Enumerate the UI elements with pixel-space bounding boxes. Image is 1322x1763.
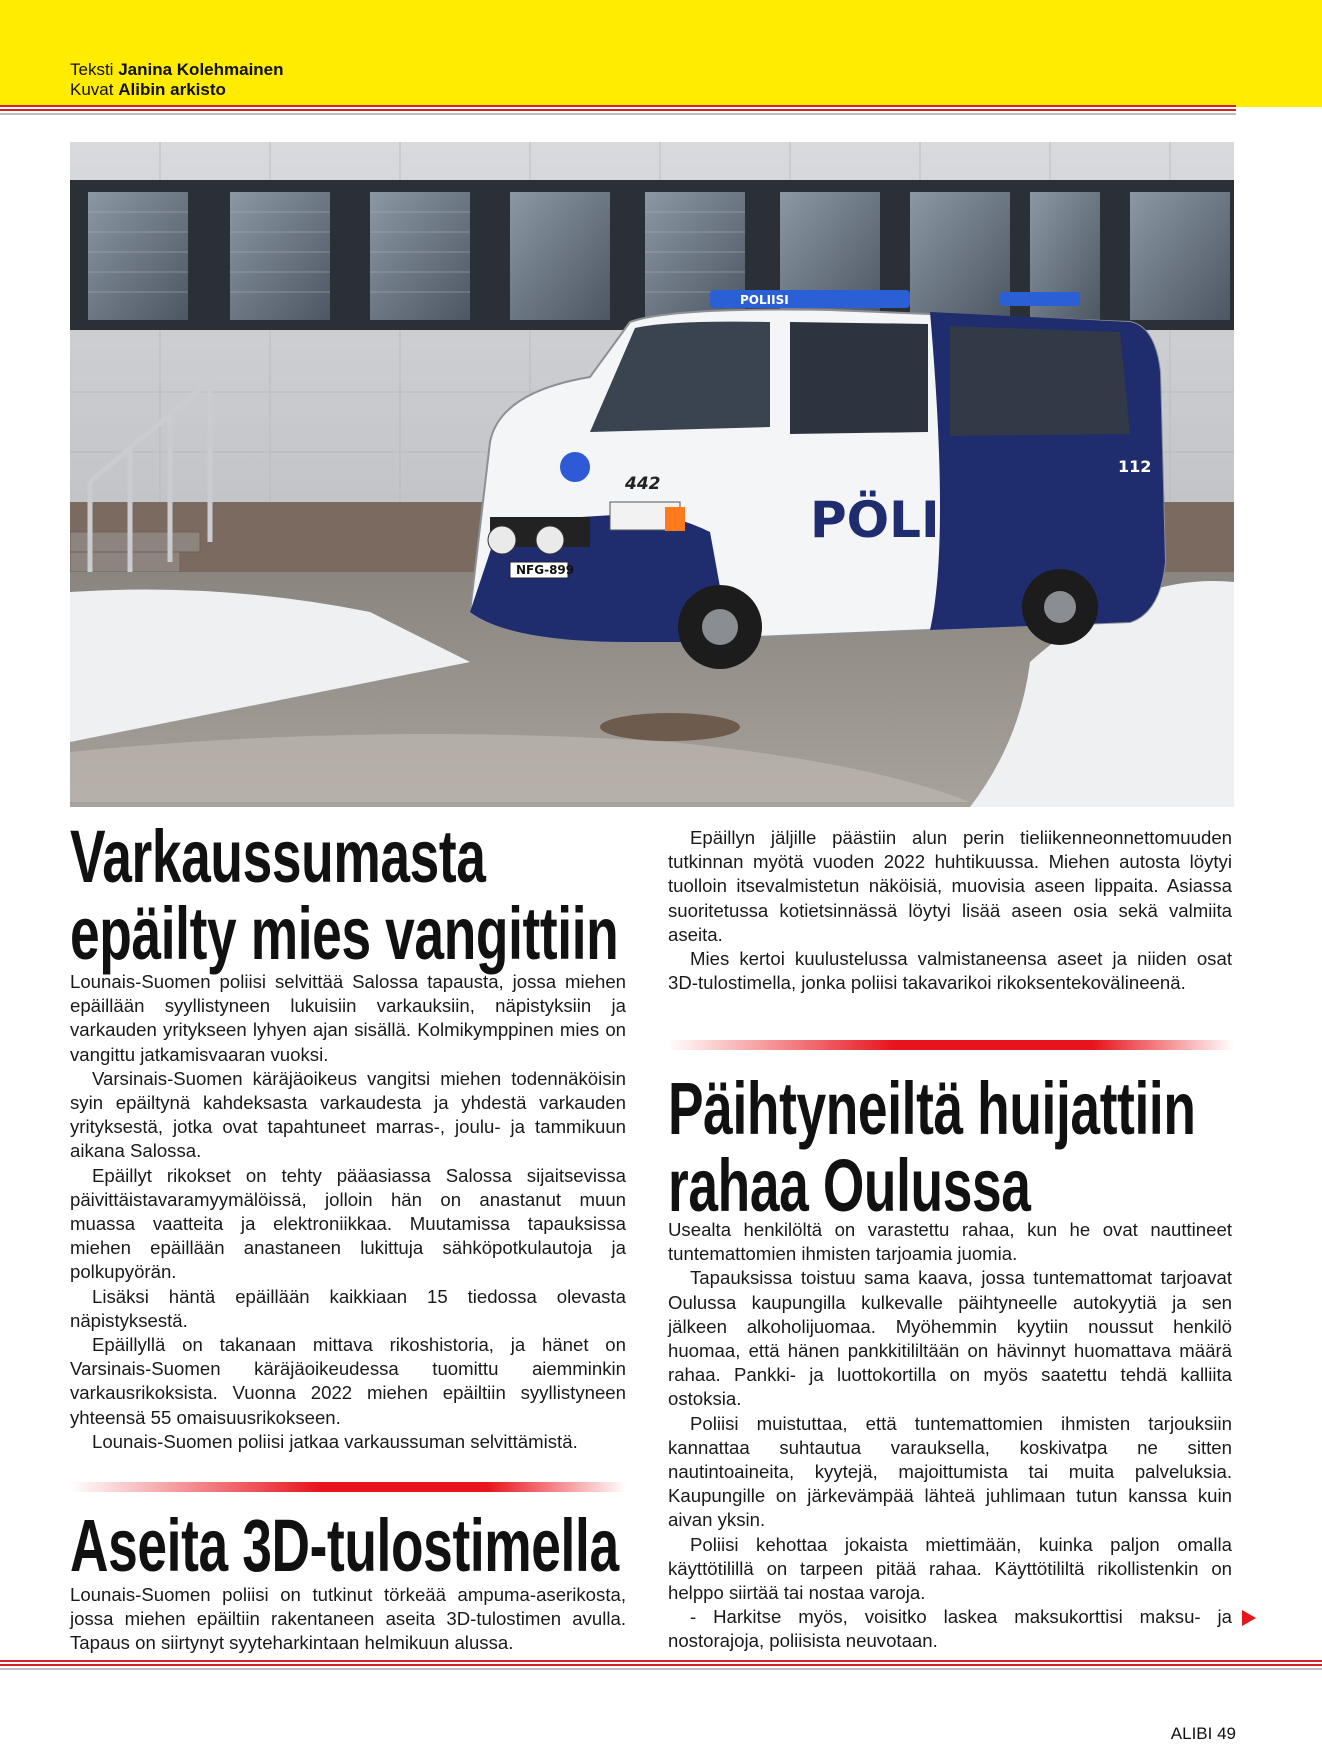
article2-paragraph: Lounais-Suomen poliisi on tutkinut törkeää ampuma-aserikosta, jossa miehen epäiltiin rakentaneen aseita 3D-tulostimen avulla. Tapaus on siirtynyt syyteharkintaan helmikuun alussa. xyxy=(70,1584,626,1654)
continue-arrow-icon xyxy=(1242,1610,1256,1626)
article2-headline: Aseita 3D-tulostimella xyxy=(70,1504,619,1587)
article3-headline-line1: Päihtyneiltä huijattiin xyxy=(668,1067,1196,1150)
article1-paragraph: Epäillyllä on takanaan mittava rikoshistoria, ja hänet on Varsinais-Suomen käräjäoikeudessa tuomittu aiemminkin varkausrikoksista. Vuonna 2022 miehen epäiltiin syyllistyneen yhteensä 55 omaisuusrikokseen. xyxy=(70,1334,626,1428)
header-rule xyxy=(0,105,1236,113)
van-unit-number: 442 xyxy=(625,474,661,494)
article2-paragraph: Epäillyn jäljille päästiin alun perin tieliikenneonnettomuuden tutkinnan myötä vuoden 2022 huhtikuussa. Miehen autosta löytyi tuolloin itsevalmistetun näköisiä, muovisia aseen lippaita. Asiassa suoritetussa kotietsinnässä löytyi lisää aseen osia sekä valmiita aseita. xyxy=(668,827,1232,945)
photo-credit xyxy=(70,80,284,100)
section-divider xyxy=(668,1040,1234,1050)
van-roof-sign: POLIISI xyxy=(740,293,789,307)
article1-paragraph: Varsinais-Suomen käräjäoikeus vangitsi miehen todennäköisin syin epäiltynä kahdeksasta varkaudesta ja yhdestä varkauden yrityksestä, jotka ovat tapahtuneet marras-, joulu- ja tammikuun aikana Salossa. xyxy=(70,1067,626,1162)
article3-paragraph: Usealta henkilöltä on varastettu rahaa, kun he ovat nauttineet tuntemattomien ihmisten tarjoamia juomia. xyxy=(668,1219,1232,1265)
byline xyxy=(70,60,284,100)
article3-body xyxy=(668,1218,1232,1654)
article1-paragraph: Lounais-Suomen poliisi jatkaa varkaussuman selvittämistä. xyxy=(92,1430,578,1452)
text-credit-label: Teksti xyxy=(70,60,114,79)
text-credit-author: Janina Kolehmainen xyxy=(118,60,284,79)
article1-headline-line1: Varkaussumasta xyxy=(70,815,486,898)
article1-body xyxy=(70,970,626,1454)
article2-paragraph: Mies kertoi kuulustelussa valmistaneensa aseet ja niiden osat 3D-tulostimella, jonka poliisi takavarikoi rikoksentekovälineenä. xyxy=(668,948,1232,994)
article1-paragraph: Lounais-Suomen poliisi selvittää Salossa tapausta, jossa miehen epäillään syyllistyneen lukuisiin varkauksiin, näpistyksiin ja varkauden yritykseen lyhyen ajan sisällä. Kolmikymppinen mies on vangittu jatkamisvaaran vuoksi. xyxy=(70,971,626,1065)
footer-rule xyxy=(0,1660,1322,1668)
article3-headline-line2: rahaa Oulussa xyxy=(668,1144,1031,1227)
article1-paragraph: Epäillyt rikokset on tehty pääasiassa Salossa sijaitsevissa päivittäistavaramyymälöissä, jolloin hän on anastanut muun muassa vaatteita ja elektroniikkaa. Muutamissa tapauksissa miehen epäillään anastaneen lukittuja sähköpotkulautoja ja polkupyörän. xyxy=(70,1164,626,1283)
van-polis-text: PÖLIS xyxy=(810,491,976,549)
article1-paragraph: Lisäksi häntä epäillään kaikkiaan 15 tiedossa olevasta näpistyksestä. xyxy=(70,1285,626,1331)
article2-body-right xyxy=(668,826,1232,995)
van-emergency-number: 112 xyxy=(1118,457,1152,476)
photo-credit-label: Kuvat xyxy=(70,80,114,99)
photo-credit-source: Alibin arkisto xyxy=(118,80,226,99)
article3-paragraph: Poliisi muistuttaa, että tuntemattomien ihmisten tarjouksiin kannattaa suhtautua varauksella, koskivatpa ne sitten nautintoaineita, kyytejä, majoittumista tai muita palveluksia. Kaupungille on järkevämpää lähteä juhlimaan tutun kanssa kuin aivan yksin. xyxy=(668,1412,1232,1531)
text-credit xyxy=(70,60,284,80)
page-number: ALIBI 49 xyxy=(1170,1724,1236,1743)
police-van-photo xyxy=(70,142,1234,807)
article1-headline xyxy=(70,815,619,975)
article3-headline xyxy=(668,1067,1196,1227)
section-divider xyxy=(70,1482,626,1492)
article3-paragraph: Poliisi kehottaa jokaista miettimään, kuinka paljon omalla käyttötilillä on tarpeen pitää rahaa. Käyttötililtä rikollistenkin on helppo siirtää tai nostaa varoja. xyxy=(668,1533,1232,1604)
article3-paragraph: Tapauksissa toistuu sama kaava, jossa tuntemattomat tarjoavat Oulussa kaupungilla kulkevalle päihtyneelle autokyytiä ja sen jälkeen alkoholijuomaa. Myöhemmin kyytiin noussut henkilö huomaa, että hänen pankkitililtään on hävinnyt huomattava määrä rahaa. Pankki- ja luottokortilla on myös saatettu tehdä kalliita ostoksia. xyxy=(668,1267,1232,1410)
van-license-plate: NFG-899 xyxy=(516,563,575,577)
article2-body-left xyxy=(70,1583,626,1656)
article3-paragraph: - Harkitse myös, voisitko laskea maksukorttisi maksu- ja nostorajoja, poliisista neuvotaan. xyxy=(668,1606,1232,1652)
article1-headline-line2: epäilty mies vangittiin xyxy=(70,892,619,975)
